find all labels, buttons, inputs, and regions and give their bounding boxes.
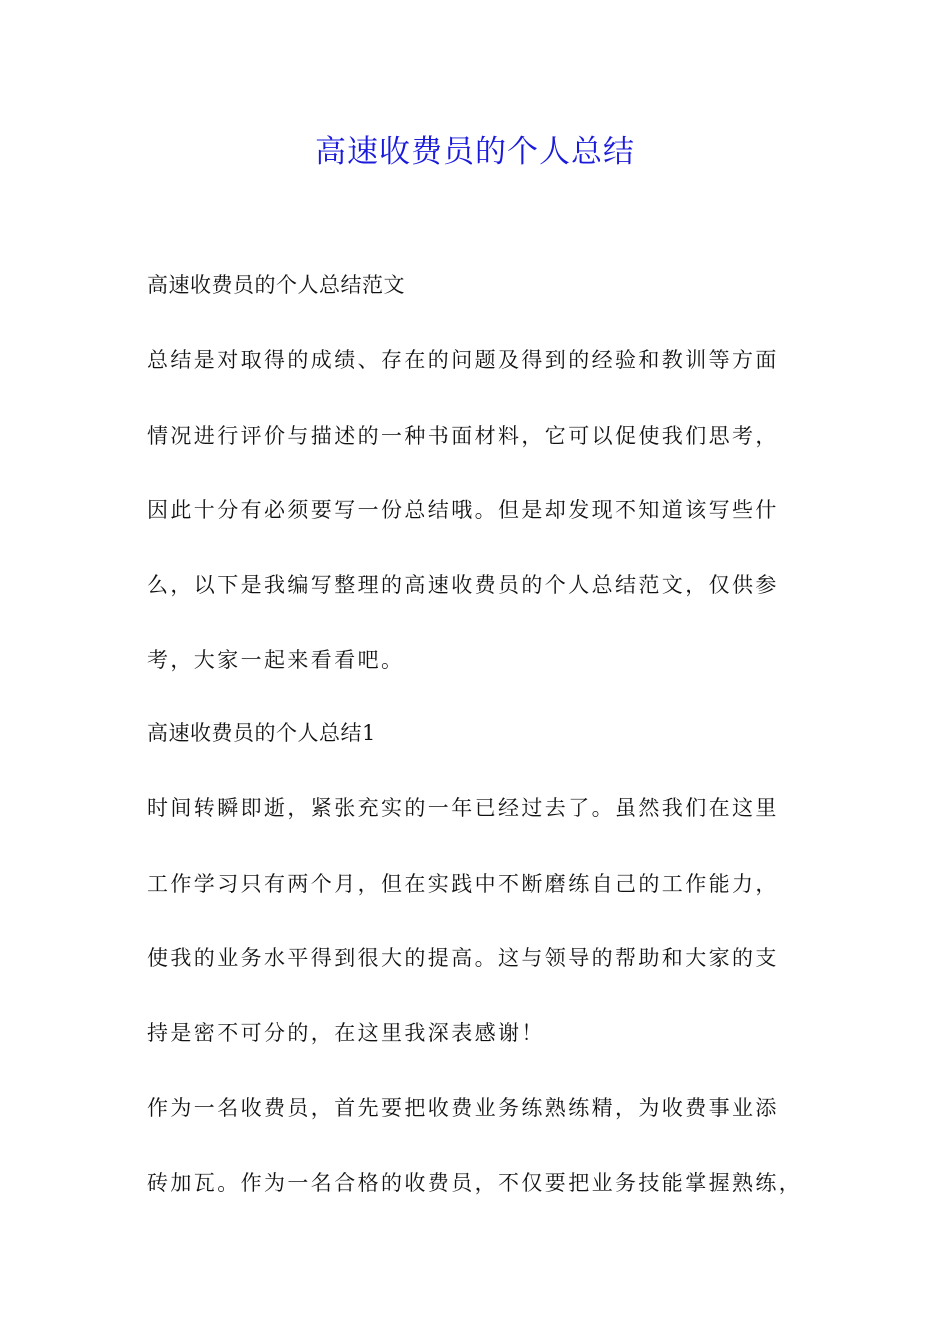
paragraph-line: 作为一名收费员，首先要把收费业务练熟练精，为收费事业添	[147, 1096, 779, 1120]
paragraph-line: 总结是对取得的成绩、存在的问题及得到的经验和教训等方面	[147, 348, 779, 372]
paragraph-line: 时间转瞬即逝，紧张充实的一年已经过去了。虽然我们在这里	[147, 796, 779, 820]
paragraph-line: 考，大家一起来看看吧。	[147, 648, 405, 672]
paragraph-line: 持是密不可分的，在这里我深表感谢！	[147, 1021, 545, 1045]
paragraph-line: 情况进行评价与描述的一种书面材料，它可以促使我们思考，	[147, 424, 779, 448]
paragraph-line: 工作学习只有两个月，但在实践中不断磨练自己的工作能力，	[147, 872, 779, 896]
paragraph-line: 么，以下是我编写整理的高速收费员的个人总结范文，仅供参	[147, 573, 779, 597]
section-heading: 高速收费员的个人总结范文	[147, 273, 405, 297]
paragraph-line: 使我的业务水平得到很大的提高。这与领导的帮助和大家的支	[147, 946, 779, 970]
section-heading: 高速收费员的个人总结1	[147, 721, 376, 745]
paragraph-line: 砖加瓦。作为一名合格的收费员，不仅要把业务技能掌握熟练，	[147, 1171, 803, 1195]
document-title: 高速收费员的个人总结	[315, 134, 635, 170]
paragraph-line: 因此十分有必须要写一份总结哦。但是却发现不知道该写些什	[147, 498, 779, 522]
